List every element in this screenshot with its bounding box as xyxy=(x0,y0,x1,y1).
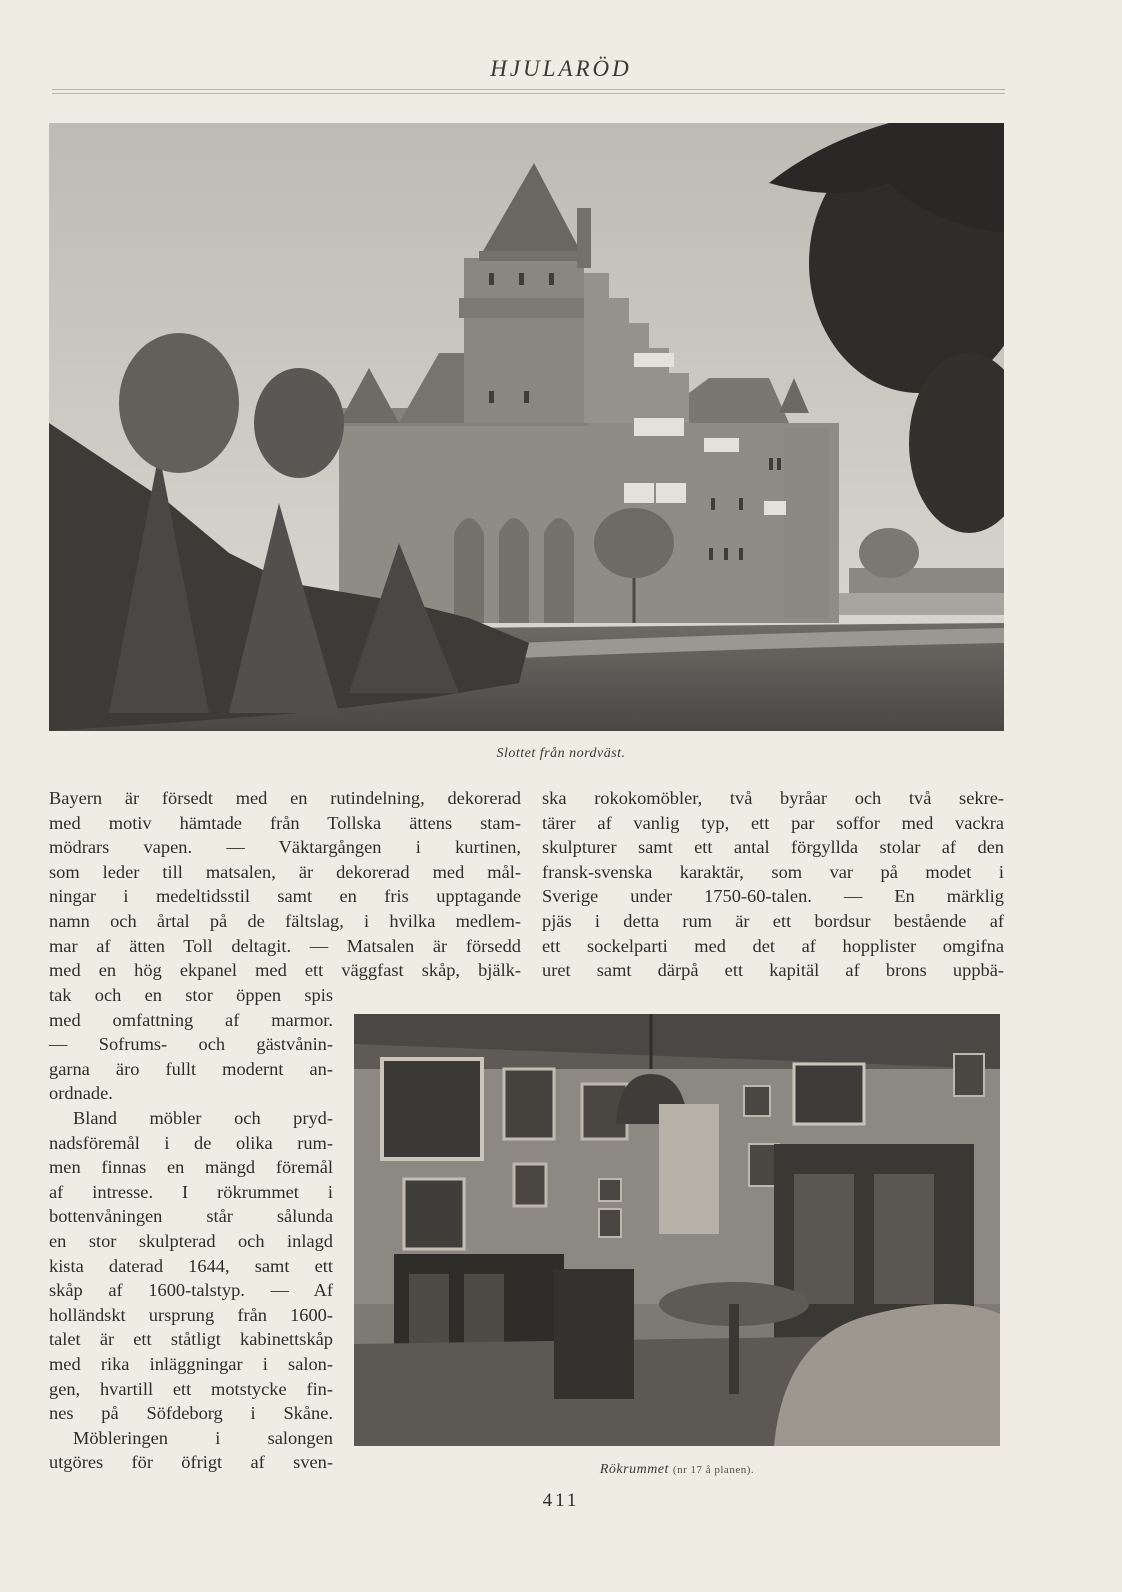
text-line: tärer af vanlig typ, ett par soffor med vackra xyxy=(542,812,1004,833)
text-line: skåp af 1600-talstyp. — Af xyxy=(49,1280,333,1301)
text-line: kista daterad 1644, samt ett xyxy=(49,1255,333,1276)
text-line: med motiv hämtade från Tollska ättens stam- xyxy=(49,812,521,833)
text-line: Bayern är försedt med en rutindelning, dekorerad xyxy=(49,788,521,808)
text-line: Bland möbler och pryd- xyxy=(73,1107,333,1128)
running-title: HJULARÖD xyxy=(490,56,632,81)
text-line: med omfattning af marmor. xyxy=(49,1009,333,1030)
text-line: ett sockelparti med det af hopplister omgifna xyxy=(542,935,1004,956)
text-line: uret samt därpå ett kapitäl af brons uppbä- xyxy=(542,960,1004,981)
smoking-room-caption xyxy=(354,1462,1000,1478)
text-line: Möbleringen i salongen xyxy=(73,1427,333,1448)
header-rule xyxy=(52,89,1005,90)
caption-note: (nr 17 å planen). xyxy=(672,1464,755,1476)
smoking-room-photo xyxy=(354,1014,1000,1446)
castle-photo xyxy=(49,123,1004,731)
text-line: holländskt ursprung från 1600- xyxy=(49,1304,333,1325)
text-line: med rika inläggningar i salon- xyxy=(49,1353,333,1374)
text-line: af intresse. I rökrummet i xyxy=(49,1181,333,1202)
text-line: tak och en stor öppen spis xyxy=(49,985,333,1005)
text-line: ordnade. xyxy=(49,1083,113,1104)
text-column-left xyxy=(49,786,521,983)
text-line: — Sofrums- och gästvånin- xyxy=(49,1034,333,1055)
text-line: Sverige under 1750-60-talen. — En märklig xyxy=(542,886,1004,907)
text-line: mödrars vapen. — Väktargången i kurtinen, xyxy=(49,837,521,858)
text-line: talet är ett ståtligt kabinettskåp xyxy=(49,1329,333,1350)
text-line: utgöres för öfrigt af sven- xyxy=(49,1452,333,1473)
text-line: med en hög ekpanel med ett väggfast skåp, bjälk- xyxy=(49,960,521,981)
castle-photo-caption: Slottet från nordväst. xyxy=(496,746,626,761)
text-line: pjäs i detta rum är ett bordsur bestående af xyxy=(542,910,1004,931)
page-number: 411 xyxy=(542,1490,580,1511)
caption-title: Rökrummet xyxy=(599,1462,669,1477)
text-line: ska rokokomöbler, två byråar och två sekre- xyxy=(542,788,1004,808)
text-line: bottenvåningen står sålunda xyxy=(49,1206,333,1227)
text-line: som leder till matsalen, är dekorerad med mål- xyxy=(49,861,521,882)
text-line: gen, hvartill ett motstycke fin- xyxy=(49,1378,333,1399)
text-line: ningar i medeltidsstil samt en fris upptagande xyxy=(49,886,521,907)
text-line: skulpturer samt ett antal förgyllda stolar af den xyxy=(542,837,1004,858)
text-line: namn och årtal på de fältslag, i hvilka medlem- xyxy=(49,910,521,931)
text-line: fransk-svenska karaktär, som var på modet i xyxy=(542,861,1004,882)
text-line: men finnas en mängd föremål xyxy=(49,1157,333,1178)
text-column-narrow xyxy=(49,983,333,1475)
text-line: mar af ätten Toll deltagit. — Matsalen är försedd xyxy=(49,935,521,956)
text-line: nes på Söfdeborg i Skåne. xyxy=(49,1403,333,1424)
text-column-right xyxy=(542,786,1004,983)
text-line: garna äro fullt modernt an- xyxy=(49,1058,333,1079)
text-line: en stor skulpterad och inlagd xyxy=(49,1230,333,1251)
text-line: nadsföremål i de olika rum- xyxy=(49,1132,333,1153)
header-rule-thin xyxy=(52,93,1005,94)
